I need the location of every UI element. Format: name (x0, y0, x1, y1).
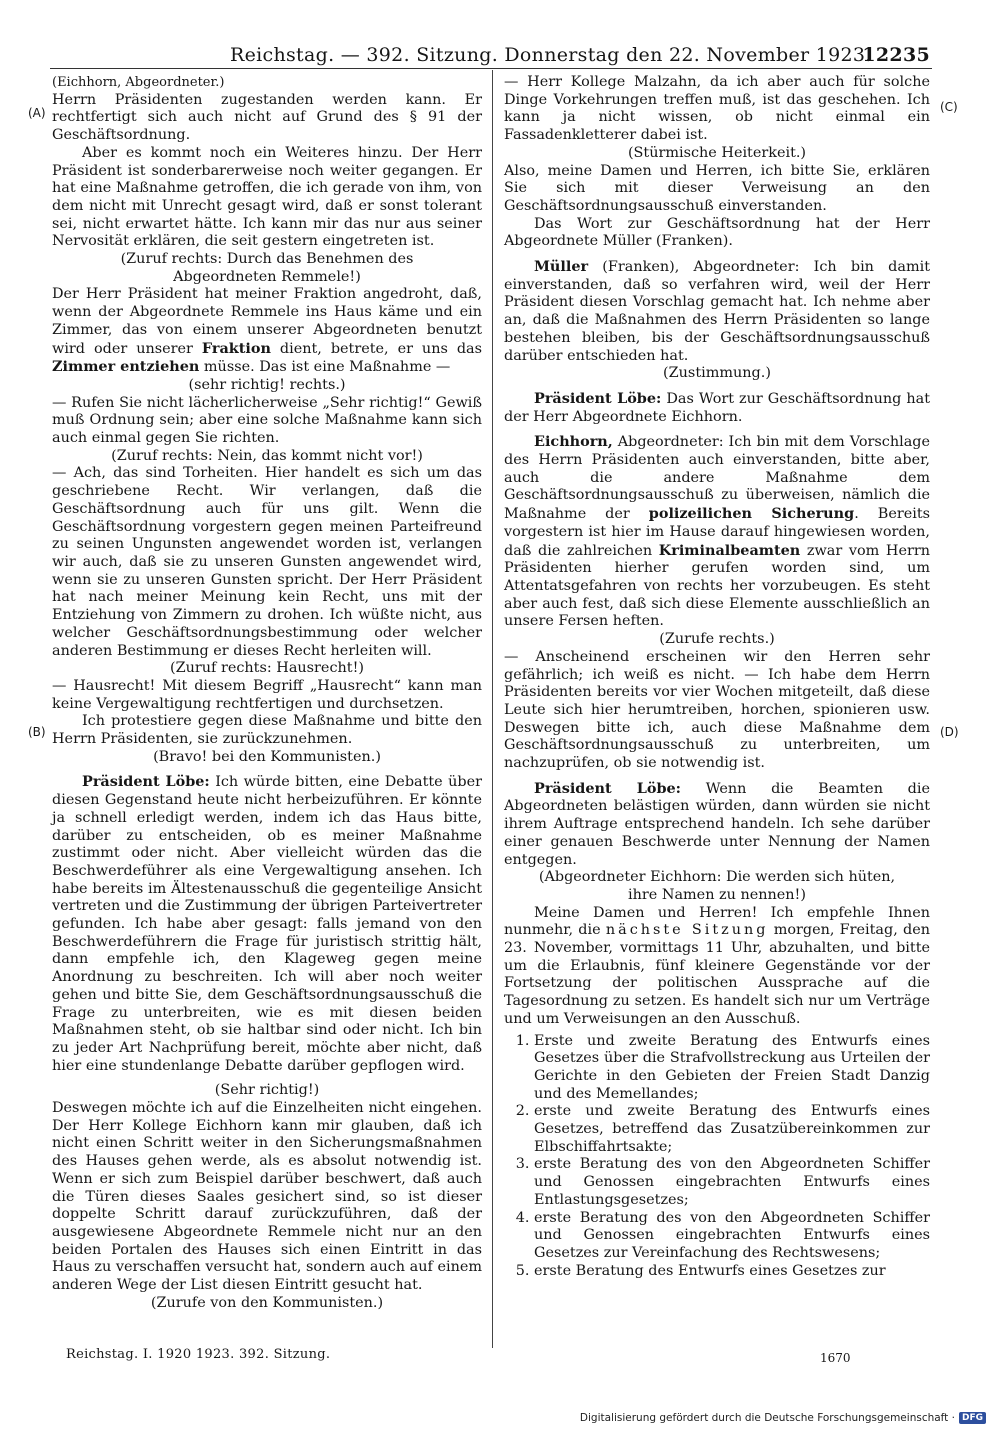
agenda-item: 4. erste Beratung des von den Abgeordneten Schiffer und Genossen eingebrachten Entwurfs eines Gesetzes zur Vereinfachung des Rechtswesens; (534, 1210, 930, 1263)
text-run: Der Herr Präsident hat meiner Fraktion angedroht, daß, wenn der Abgeordnete Remmele ins Haus käme und ein Zimmer, das von einem unserer Abgeordneten benutzt wird oder unserer (52, 286, 482, 357)
paragraph: Deswegen möchte ich auf die Einzelheiten nicht eingehen. Der Herr Kollege Eichhorn kann mir glauben, daß ich nicht einen Schritt weiter in den Sicherungsmaßnahmen des Hauses gehen werde, als es absolut notwendig ist. Wenn er sich zum Beispiel darüber beschwert, daß auch die Türen dieses Saales gesichert sind, so ist dieser doppelte Schritt darauf zurückzuführen, daß der ausgewiesene Abgeordnete Remmele nicht nur an den beiden Portalen des Hauses sich einen Eintritt in das Haus zu verschaffen versucht hat, sondern auch auf einem anderen Wege der List diesen Eintritt gesucht hat. (52, 1100, 482, 1294)
speaker-name: Eichhorn, (534, 433, 613, 451)
paragraph: — Herr Kollege Malzahn, da ich aber auch für solche Dinge Vorkehrungen treffen muß, ist das geschehen. Ich kann ja nicht wissen, ob nicht einmal ein Fassadenkletterer dabei ist. (504, 74, 930, 144)
credit-text: Digitalisierung gefördert durch die Deutsche Forschungsgemeinschaft · (579, 1412, 955, 1424)
continuation-label: (Eichhorn, Abgeordneter.) (52, 75, 225, 90)
agenda-item: 5. erste Beratung des Entwurfs eines Gesetzes zur (534, 1263, 930, 1281)
margin-letter-c: (C) (940, 100, 958, 114)
interjection: (Zurufe rechts.) (659, 631, 775, 648)
column-divider (492, 70, 493, 1348)
agenda-item: 1. Erste und zweite Beratung des Entwurfs eines Gesetzes über die Strafvollstreckung aus Urteilen der Gerichte in den Gebieten der Freien Stadt Danzig und des Memellandes; (534, 1033, 930, 1104)
margin-letter-b: (B) (28, 725, 46, 739)
interjection: (Zuruf rechts: Nein, das kommt nicht vor!) (111, 447, 423, 464)
speech (504, 780, 930, 870)
text-run: müsse. Das ist eine Maßnahme — (203, 359, 451, 376)
speech-text: zwar vom Herrn Präsidenten hierher gerufen worden sind, um Attentatsgefahren von rechts her vorzubeugen. Es steht aber auch fest, daß sich diese Elemente ausschließlich an unsere Fersen heften. (504, 542, 931, 630)
interjection: (Zustimmung.) (663, 365, 771, 382)
speech (504, 390, 930, 426)
agenda-list (504, 1033, 930, 1281)
bold-term: Fraktion (201, 339, 271, 357)
interjection: (Stürmische Heiterkeit.) (627, 144, 807, 161)
footer-right: 1670 (820, 1351, 851, 1365)
paragraph: — Hausrecht! Mit diesem Begriff „Hausrecht“ kann man keine Vergewaltigung rechtfertigen und durchsetzen. (52, 677, 482, 712)
bold-term: polizeilichen Sicherung (648, 505, 855, 523)
speech-text: . Bereits vorgestern ist hier im Hause darauf hingewiesen worden, daß die zahlreichen (504, 506, 930, 559)
speech (504, 258, 930, 365)
paragraph: — Rufen Sie nicht lächerlicherweise „Sehr richtig!“ Gewiß muß Ordnung sein; aber eine solche Maßnahme kann sich auch einmal gegen Sie richten. (52, 394, 482, 447)
paragraph: — Ach, das sind Torheiten. Hier handelt es sich um das geschriebene Recht. Wir verlangen, daß die Geschäftsordnung auch für uns gilt. Wenn die Geschäftsordnung vorgestern gegen meinen Parteifreund zu seinen Ungunsten angewendet worden ist, verlangen wir auch, daß sie zu unseren Gunsten angewendet wird, wenn sie zu unseren Gunsten spricht. Der Herr Präsident hat nach meiner Meinung kein Recht, uns mit der Entziehung von Zimmern zu drohen. Ich wüßte nicht, aus welcher Geschäftsordnungsbestimmung oder welcher anderen Bestimmung er dieses Recht herleiten will. (52, 465, 482, 659)
agenda-item: 2. erste und zweite Beratung des Entwurfs eines Gesetzes, betreffend das Zusatzübereinkommen zur Elbschiffahrtsakte; (534, 1103, 930, 1156)
paragraph: Ich protestiere gegen diese Maßnahme und bitte den Herrn Präsidenten, sie zurückzunehmen. (52, 713, 482, 748)
margin-letter-d: (D) (940, 725, 959, 739)
header-rule (50, 68, 932, 69)
speech-text: Abgeordneter: Ich bin mit dem Vorschlage des Herrn Präsidenten auch einverstanden, bitte aber, auch die andere Maßnahme dem Geschäftsordnungsausschuß zu überweisen, nämlich die Maßnahme der (504, 434, 930, 523)
paragraph (52, 286, 482, 377)
bold-term: Kriminalbeamten (658, 541, 801, 559)
text-run: Meine Damen und Herren! Ich empfehle Ihnen nunmehr, die (504, 904, 930, 939)
speech (52, 773, 482, 1075)
spaced-term: nächste Sitzung (605, 922, 769, 939)
speech-text: Das Wort zur Geschäftsordnung hat der Herr Abgeordnete Eichhorn. (504, 390, 930, 425)
speaker-name: Präsident Löbe: (534, 779, 681, 797)
margin-letter-a: (A) (28, 106, 46, 120)
paragraph: Also, meine Damen und Herren, ich bitte Sie, erklären Sie sich mit dieser Verweisung an den Geschäftsordnungsausschuß einverstanden. (504, 162, 930, 214)
paragraph: Aber es kommt noch ein Weiteres hinzu. Der Herr Präsident ist sonderbarerweise noch weiter gegangen. Er hat eine Maßnahme getroffen, die ich gerade von ihm, von dem nicht mit Unrecht gesagt wird, daß er sonst tolerant sei, nicht erwartet hätte. Ich kann mir das nur aus seiner Nervosität erklären, die seit gestern eingetreten ist. (52, 144, 482, 250)
text-run: dient, betrete, er uns das (279, 340, 482, 357)
text-run: morgen, Freitag, den 23. November, vormittags 11 Uhr, abzuhalten, und bitte um die Erlaubnis, fünf kleinere Gegenstände vor der Fortsetzung der politischen Aussprache auf die Tagesordnung zu setzen. Es handelt sich nur um Verträge und um Verweisungen an den Ausschuß. (504, 922, 930, 1027)
paragraph: Herrn Präsidenten zugestanden werden kann. Er rechtfertigt sich auch nicht auf Grund des § 91 der Geschäftsordnung. (52, 91, 482, 144)
page-number: 12235 (862, 44, 930, 66)
paragraph: Das Wort zur Geschäftsordnung hat der Herr Abgeordnete Müller (Franken). (504, 215, 930, 250)
interjection: (Zurufe von den Kommunisten.) (150, 1294, 384, 1311)
paragraph: — Anscheinend erscheinen wir den Herren sehr gefährlich; ich weiß es nicht. — Ich habe dem Herrn Präsidenten bereits vor vier Wochen mitgeteilt, daß diese Leute sich hier herumtreiben, horchen, spionieren usw. Deswegen bitte ich, auch diese Maßnahme dem Geschäftsordnungsausschuß zu unterbreiten, um nachzuprüfen, ob sie notwendig ist. (504, 648, 930, 772)
interjection: (sehr richtig! rechts.) (188, 376, 346, 393)
paragraph (504, 905, 930, 1029)
speech-text: Ich würde bitten, eine Debatte über diesen Gegenstand heute nicht herbeizuführen. Er könnte ja schnell erledigt werden, indem ich das Haus bitte, darüber zu entscheiden, ob es meiner Maßnahme zustimmt oder nicht. Aber vielleicht würden das die Beschwerdeführer als eine Vergewaltigung ansehen. Ich habe bereits im Ältestenausschuß die gegenteilige Ansicht vertreten und die Zustimmung der übrigen Parteivertreter gefunden. Ich habe aber gesagt: falls jemand von den Beschwerdeführern die Frage für juristisch strittig hält, dann empfehle ich, den Klageweg gegen meine Anordnung zu beschreiten. Ich will aber noch weiter gehen und bitte Sie, dem Geschäftsordnungsausschuß die Frage zu unterbreiten, wie es mit diesen beiden Maßnahmen steht, ob sie haltbar sind oder nicht. Ich bin zu jeder Art Nachprüfung bereit, möchte aber nicht, daß hier eine stundenlange Debatte darüber gepflogen wird. (52, 774, 482, 1074)
footer-left: Reichstag. I. 1920 1923. 392. Sitzung. (66, 1347, 331, 1362)
header-title: Reichstag. — 392. Sitzung. Donnerstag den 22. November 1923. (230, 44, 872, 66)
interjection: (Abgeordneter Eichhorn: Die werden sich hüten, ihre Namen zu nennen!) (538, 869, 896, 903)
speech (504, 433, 930, 631)
right-column (504, 74, 930, 1280)
bold-term: Zimmer entziehen (52, 358, 200, 376)
speech-text: Wenn die Beamten die Abgeordneten belästigen würden, dann würden sie nicht ihrem Auftrage entsprechend handeln. Ich sehe darüber einer genauen Beschwerde unter Nennung der Namen entgegen. (504, 780, 930, 868)
speaker-name: Präsident Löbe: (82, 773, 210, 791)
digitization-credit (580, 1412, 986, 1424)
interjection: (Zuruf rechts: Hausrecht!) (170, 660, 364, 677)
interjection: (Sehr richtig!) (214, 1082, 320, 1099)
speech-text: (Franken), Abgeordneter: Ich bin damit einverstanden, daß so verfahren wird, weil der Herr Präsident diesen Vorschlag gemacht hat. Ich nehme aber an, daß die Maßnahmen des Herrn Präsidenten so lange bestehen bleiben, bis der Geschäftsordnungsausschuß darüber entschieden hat. (504, 259, 930, 364)
interjection: (Bravo! bei den Kommunisten.) (153, 748, 381, 765)
agenda-item: 3. erste Beratung des von den Abgeordneten Schiffer und Genossen eingebrachten Entwurfs eines Entlastungsgesetzes; (534, 1156, 930, 1209)
interjection: (Zuruf rechts: Durch das Benehmen des Abgeordneten Remmele!) (120, 251, 414, 285)
speaker-name: Müller (534, 258, 589, 276)
left-column (52, 74, 482, 1313)
dfg-logo-icon: DFG (959, 1412, 986, 1424)
speaker-name: Präsident Löbe: (534, 389, 662, 407)
